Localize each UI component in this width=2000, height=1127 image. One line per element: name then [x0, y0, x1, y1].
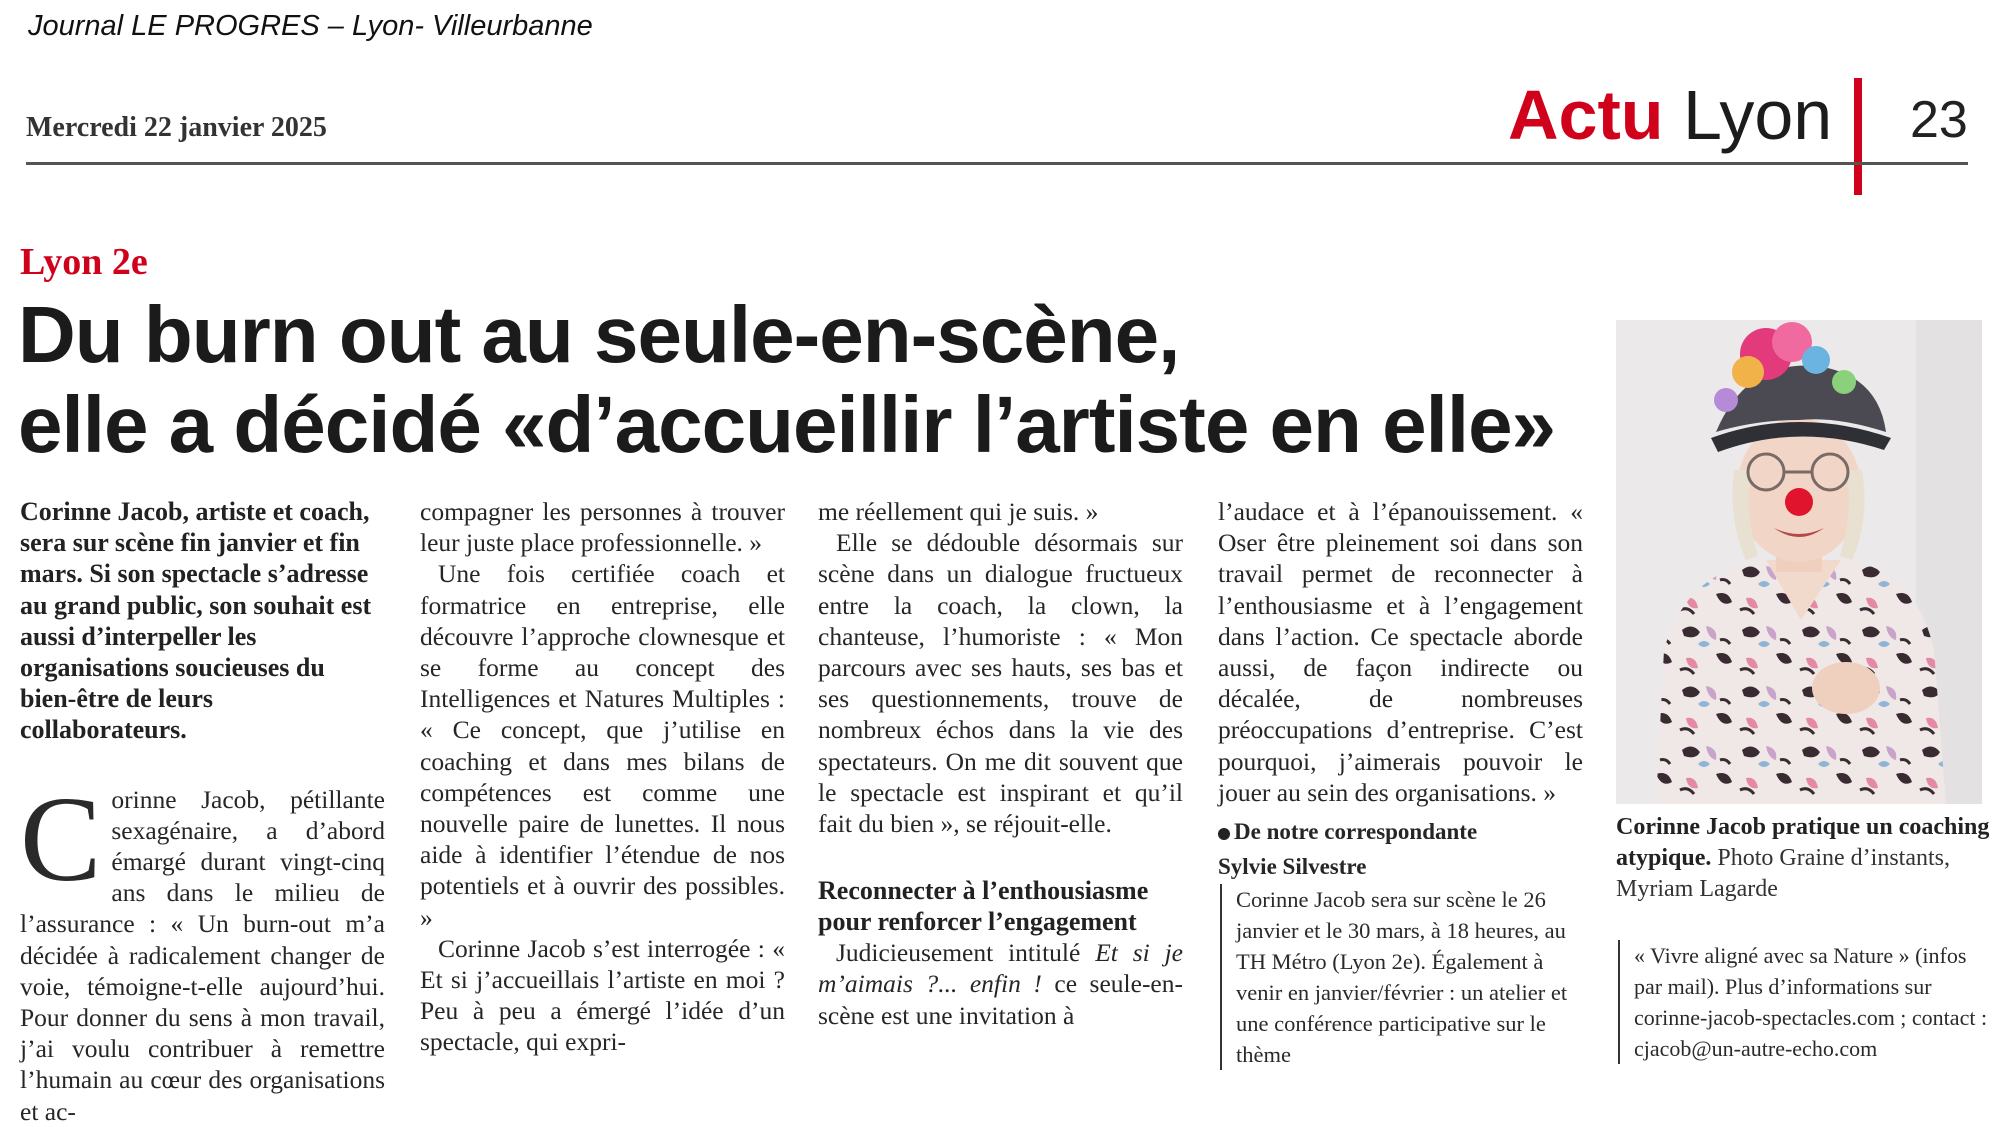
body-paragraph: Corinne Jacob s’est interrogée : « Et si j’accueillais l’artiste en moi ? Peu à peu a émergé l’idée d’un spectacle, qui expri- [420, 933, 785, 1057]
article-column-2 [420, 496, 785, 1058]
info-box: Corinne Jacob sera sur scène le 26 janvier et le 30 mars, à 18 heures, au TH Métro (Lyon 2e). Également à venir en janvier/février : un atelier et une conférence participative sur le thème [1220, 884, 1583, 1070]
publication-date: Mercredi 22 janvier 2025 [26, 112, 327, 143]
body-text: orinne Jacob, pétillante sexagénaire, a d’abord émargé durant vingt-cinq ans dans le milieu de l’assurance : « Un burn-out m’a décidée à radicalement changer de voie, témoigne-t-elle aujourd’hui. Pour donner du sens à mon travail, j’ai voulu contribuer à remettre l’humain au cœur des organisations et ac- [20, 784, 385, 1126]
photo-caption [1616, 812, 1996, 905]
author-name: Sylvie Silvestre [1218, 854, 1367, 880]
article-column-4 [1218, 496, 1583, 1070]
rubric-actu: Actu [1508, 76, 1664, 154]
header-rule [26, 162, 1968, 165]
body-text: Judicieusement intitulé [836, 938, 1096, 968]
portrait-photo [1616, 320, 1982, 804]
headline-line-1: Du burn out au seule-en-scène, [18, 290, 1180, 379]
article-column-3 [818, 496, 1183, 1031]
info-sidebar: « Vivre aligné avec sa Nature » (infos par mail). Plus d’informations sur corinne-jacob-spectacles.com ; contact : cjacob@un-autre-echo.com [1618, 940, 1999, 1064]
bullet-icon [1218, 828, 1230, 840]
author-role: De notre correspondante [1234, 819, 1478, 845]
body-paragraph: me réellement qui je suis. » [818, 497, 1099, 526]
author-line [1218, 816, 1583, 847]
section-rubric [1508, 76, 1832, 154]
show-title: Et si je m’aimais ?... enfin ! [818, 938, 1183, 999]
rubric-divider [1854, 78, 1862, 195]
article-subhead: Reconnecter à l’enthousiasme pour renforcer l’engagement [818, 876, 1149, 937]
page-number: 23 [1910, 91, 1968, 149]
body-paragraph: compagner les personnes à trouver leur juste place professionnelle. » [420, 497, 785, 558]
body-text: ce seule-en-scène est une invitation à [818, 969, 1183, 1030]
article-column-1 [20, 496, 385, 1127]
article-lead: Corinne Jacob, artiste et coach, sera sur scène fin janvier et fin mars. Si son spectacle s’adresse au grand public, son souhait est aussi d’interpeller les organisations soucieuses du bien-être de leurs collaborateurs. [20, 497, 372, 745]
body-paragraph [818, 937, 1183, 1031]
body-paragraph [20, 771, 385, 1127]
body-paragraph: Une fois certifiée coach et formatrice en entreprise, elle découvre l’approche clownesque et se forme au concept des Intelligences et Natures Multiples : « Ce concept, que j’utilise en coaching et dans mes bilans de compétences est comme une nouvelle paire de lunettes. Il nous aide à identifier l’étendue de nos potentiels et à ouvrir des possibles. » [420, 559, 785, 932]
rubric-lyon: Lyon [1683, 76, 1833, 154]
body-paragraph: Elle se dédouble désormais sur scène dans un dialogue fructueux entre la coach, la clown, la chanteuse, l’humoriste : « Mon parcours avec ses hauts, ses bas et ses questionnements, trouve de nombreux échos dans la vie des spectateurs. On me dit souvent que le spectacle est inspirant et qu’il fait du bien », se réjouit-elle. [818, 528, 1183, 839]
caption-text: Corinne Jacob pratique un coaching atypique. [1616, 814, 1990, 871]
article-headline [18, 290, 1618, 470]
source-label: Journal LE PROGRES – Lyon- Villeurbanne [28, 10, 593, 42]
article-kicker: Lyon 2e [20, 241, 148, 283]
portrait-illustration [1616, 320, 1982, 804]
caption-credit: Photo Graine d’instants, Myriam Lagarde [1616, 845, 1950, 902]
headline-line-2: elle a décidé «d’accueillir l’artiste en elle» [18, 380, 1556, 469]
body-paragraph: l’audace et à l’épanouissement. « Oser être pleinement soi dans son travail permet de reconnecter à l’enthousiasme et à l’engagement dans l’action. Ce spectacle aborde aussi, de façon indirecte ou décalée, de nombreuses préoccupations d’entreprise. C’est pourquoi, j’aimerais pouvoir le jouer au sein des organisations. » [1218, 497, 1583, 807]
drop-cap: C [20, 771, 102, 907]
